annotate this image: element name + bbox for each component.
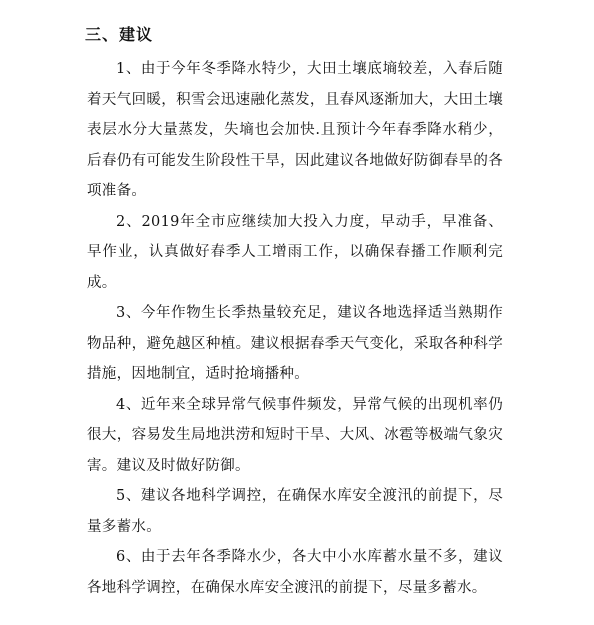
recommendation-paragraph-5: 5、建议各地科学调控，在确保水库安全渡汛的前提下，尽量多蓄水。 [87,488,503,535]
recommendation-paragraph-3: 3、今年作物生长季热量较充足，建议各地选择适当熟期作物品种，避免越区种植。建议根据春季天气变化，采取各种科学措施，因地制宜，适时抢墒播种。 [87,305,503,382]
section-heading: 三、建议 [85,25,154,44]
recommendation-paragraph-1: 1、由于今年冬季降水特少，大田土壤底墒较差，入春后随着天气回暖，积雪会迅速融化蒸发，且春风逐渐加大，大田土壤表层水分大量蒸发，失墒也会加快.且预计今年春季降水稍少，后春仍有可能发生阶段性干旱，因此建议各地做好防御春旱的各项准备。 [87,61,503,199]
recommendation-paragraph-6: 6、由于去年各季降水少，各大中小水库蓄水量不多，建议各地科学调控，在确保水库安全渡汛的前提下，尽量多蓄水。 [87,549,503,596]
recommendation-paragraph-2: 2、2019年全市应继续加大投入力度，早动手，早准备、早作业，认真做好春季人工增雨工作，以确保春播工作顺利完成。 [87,213,503,291]
recommendation-paragraph-4: 4、近年来全球异常气候事件频发，异常气候的出现机率仍很大，容易发生局地洪涝和短时干旱、大风、冰雹等极端气象灾害。建议及时做好防御。 [87,396,503,474]
recommendations-body [87,54,503,603]
